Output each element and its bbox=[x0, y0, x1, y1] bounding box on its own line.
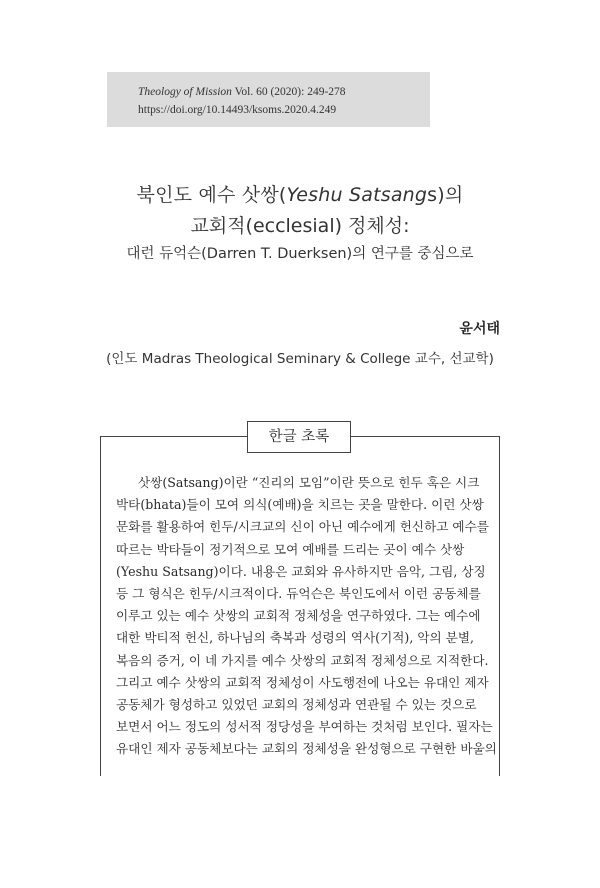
abstract-line: (Yeshu Satsang)이다. 내용은 교회와 유사하지만 음악, 그림, 상징 bbox=[116, 563, 486, 579]
title-italic-term: Yeshu Satsang bbox=[286, 184, 428, 206]
abstract-line: 등 그 형식은 힌두/시크적이다. 듀억슨은 북인도에서 이런 공동체를 bbox=[116, 585, 481, 601]
author-name: 윤서태 bbox=[459, 321, 500, 337]
journal-citation-box bbox=[107, 72, 430, 127]
abstract-line: 그리고 예수 삿쌍의 교회적 정체성이 사도행전에 나오는 유대인 제자 bbox=[116, 674, 489, 690]
abstract-line: 보면서 어느 정도의 성서적 정당성을 부여하는 것처럼 보인다. 필자는 bbox=[116, 719, 493, 735]
journal-name: Theology of Mission bbox=[138, 86, 232, 98]
abstract-line: 대한 박티적 헌신, 하나님의 축복과 성령의 역사(기적), 악의 분별, bbox=[116, 630, 475, 646]
abstract-line: 복음의 증거, 이 네 가지를 예수 삿쌍의 교회적 정체성으로 지적한다. bbox=[116, 652, 489, 668]
abstract-label: 한글 초록 bbox=[247, 421, 351, 453]
author-affiliation: (인도 Madras Theological Seminary & College 교수, 선교학) bbox=[106, 351, 494, 367]
title-line-1 bbox=[0, 180, 600, 207]
journal-citation-line bbox=[138, 83, 430, 101]
abstract-line: 삿쌍(Satsang)이란 “진리의 모임”이란 뜻으로 힌두 혹은 시크 bbox=[138, 475, 480, 490]
abstract-line: 유대인 제자 공동체보다는 교회의 정체성을 완성형으로 구현한 바울의 bbox=[116, 741, 497, 757]
abstract-line: 문화를 활용하여 힌두/시크교의 신이 아닌 예수에게 헌신하고 예수를 bbox=[116, 519, 489, 535]
title-line-2: 교회적(ecclesial) 정체성: bbox=[190, 215, 410, 237]
abstract-line: 이루고 있는 예수 삿쌍의 교회적 정체성을 연구하였다. 그는 예수에 bbox=[116, 608, 481, 624]
title-part: s)의 bbox=[427, 184, 464, 206]
subtitle: 대런 듀억슨(Darren T. Duerksen)의 연구를 중심으로 bbox=[126, 246, 474, 262]
journal-volume-info: Vol. 60 (2020): 249-278 bbox=[231, 86, 346, 98]
abstract-line: 박타(bhata)들이 모여 의식(예배)을 치르는 곳을 말한다. 이런 삿쌍 bbox=[116, 497, 484, 513]
abstract-line: 공동체가 형성하고 있었던 교회의 정체성과 연관될 수 있는 것으로 bbox=[116, 696, 477, 712]
abstract-line: 따르는 박타들이 정기적으로 모여 예배를 드리는 곳이 예수 삿쌍 bbox=[116, 541, 465, 557]
doi-link[interactable]: https://doi.org/10.14493/ksoms.2020.4.249 bbox=[138, 104, 337, 116]
title-part: 북인도 예수 삿쌍( bbox=[136, 184, 287, 206]
abstract-body bbox=[116, 472, 497, 760]
